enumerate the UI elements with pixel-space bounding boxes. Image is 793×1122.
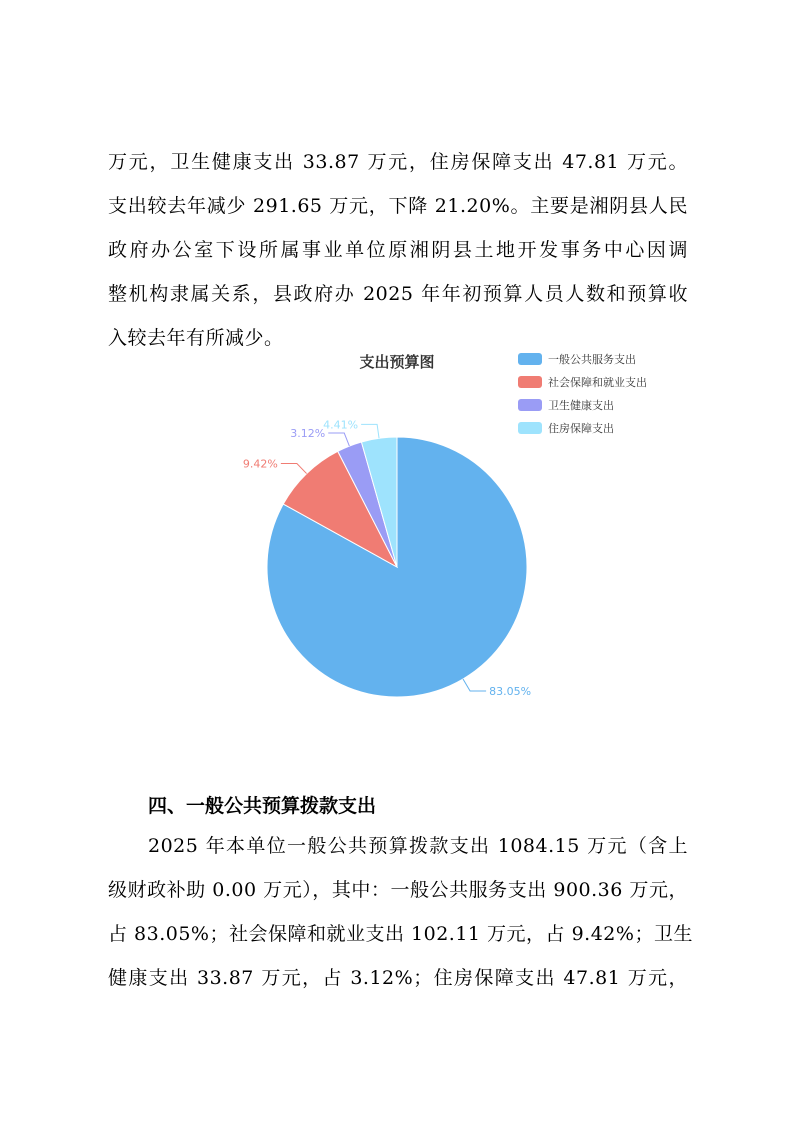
legend-label: 社会保障和就业支出 bbox=[548, 376, 647, 389]
pie-slice-label: 3.12% bbox=[290, 427, 326, 441]
pie-leader-line bbox=[361, 424, 379, 438]
paragraph-line: 占 83.05%；社会保障和就业支出 102.11 万元，占 9.42%；卫生 bbox=[108, 923, 693, 945]
paragraph-line: 万元，卫生健康支出 33.87 万元，住房保障支出 47.81 万元。 bbox=[108, 151, 688, 173]
paragraph-line: 健康支出 33.87 万元，占 3.12%；住房保障支出 47.81 万元， bbox=[108, 967, 688, 989]
pie-leader-line bbox=[463, 679, 486, 691]
paragraph-appropriation bbox=[108, 824, 693, 1000]
pie-leader-line bbox=[328, 433, 349, 446]
paragraph-line: 政府办公室下设所属事业单位原湘阴县土地开发事务中心因调 bbox=[108, 239, 688, 261]
pie-slice-label: 4.41% bbox=[323, 418, 359, 432]
paragraph-line: 2025 年本单位一般公共预算拨款支出 1084.15 万元（含上 bbox=[148, 835, 688, 857]
legend-swatch bbox=[518, 399, 542, 411]
legend-label: 一般公共服务支出 bbox=[548, 353, 636, 366]
section-heading: 四、一般公共预算拨款支出 bbox=[148, 795, 377, 817]
chart-legend bbox=[518, 352, 647, 435]
pie-leader-line bbox=[281, 464, 307, 474]
pie-slices bbox=[267, 437, 527, 697]
pie-slice-label: 83.05% bbox=[489, 685, 532, 699]
chart-title: 支出预算图 bbox=[359, 353, 435, 371]
paragraph-line: 级财政补助 0.00 万元），其中：一般公共服务支出 900.36 万元， bbox=[108, 879, 688, 901]
paragraph-line: 支出较去年减少 291.65 万元，下降 21.20%。主要是湘阴县人民 bbox=[108, 195, 688, 217]
legend-swatch bbox=[518, 422, 542, 434]
paragraph-line: 入较去年有所减少。 bbox=[108, 327, 284, 349]
legend-label: 住房保障支出 bbox=[548, 422, 614, 435]
paragraph-budget-change bbox=[108, 140, 688, 360]
expenditure-pie-chart bbox=[200, 340, 660, 720]
legend-label: 卫生健康支出 bbox=[548, 399, 614, 412]
pie-slice-label: 9.42% bbox=[242, 457, 278, 471]
legend-swatch bbox=[518, 353, 542, 365]
paragraph-line: 整机构隶属关系，县政府办 2025 年年初预算人员人数和预算收 bbox=[108, 283, 688, 305]
legend-swatch bbox=[518, 376, 542, 388]
